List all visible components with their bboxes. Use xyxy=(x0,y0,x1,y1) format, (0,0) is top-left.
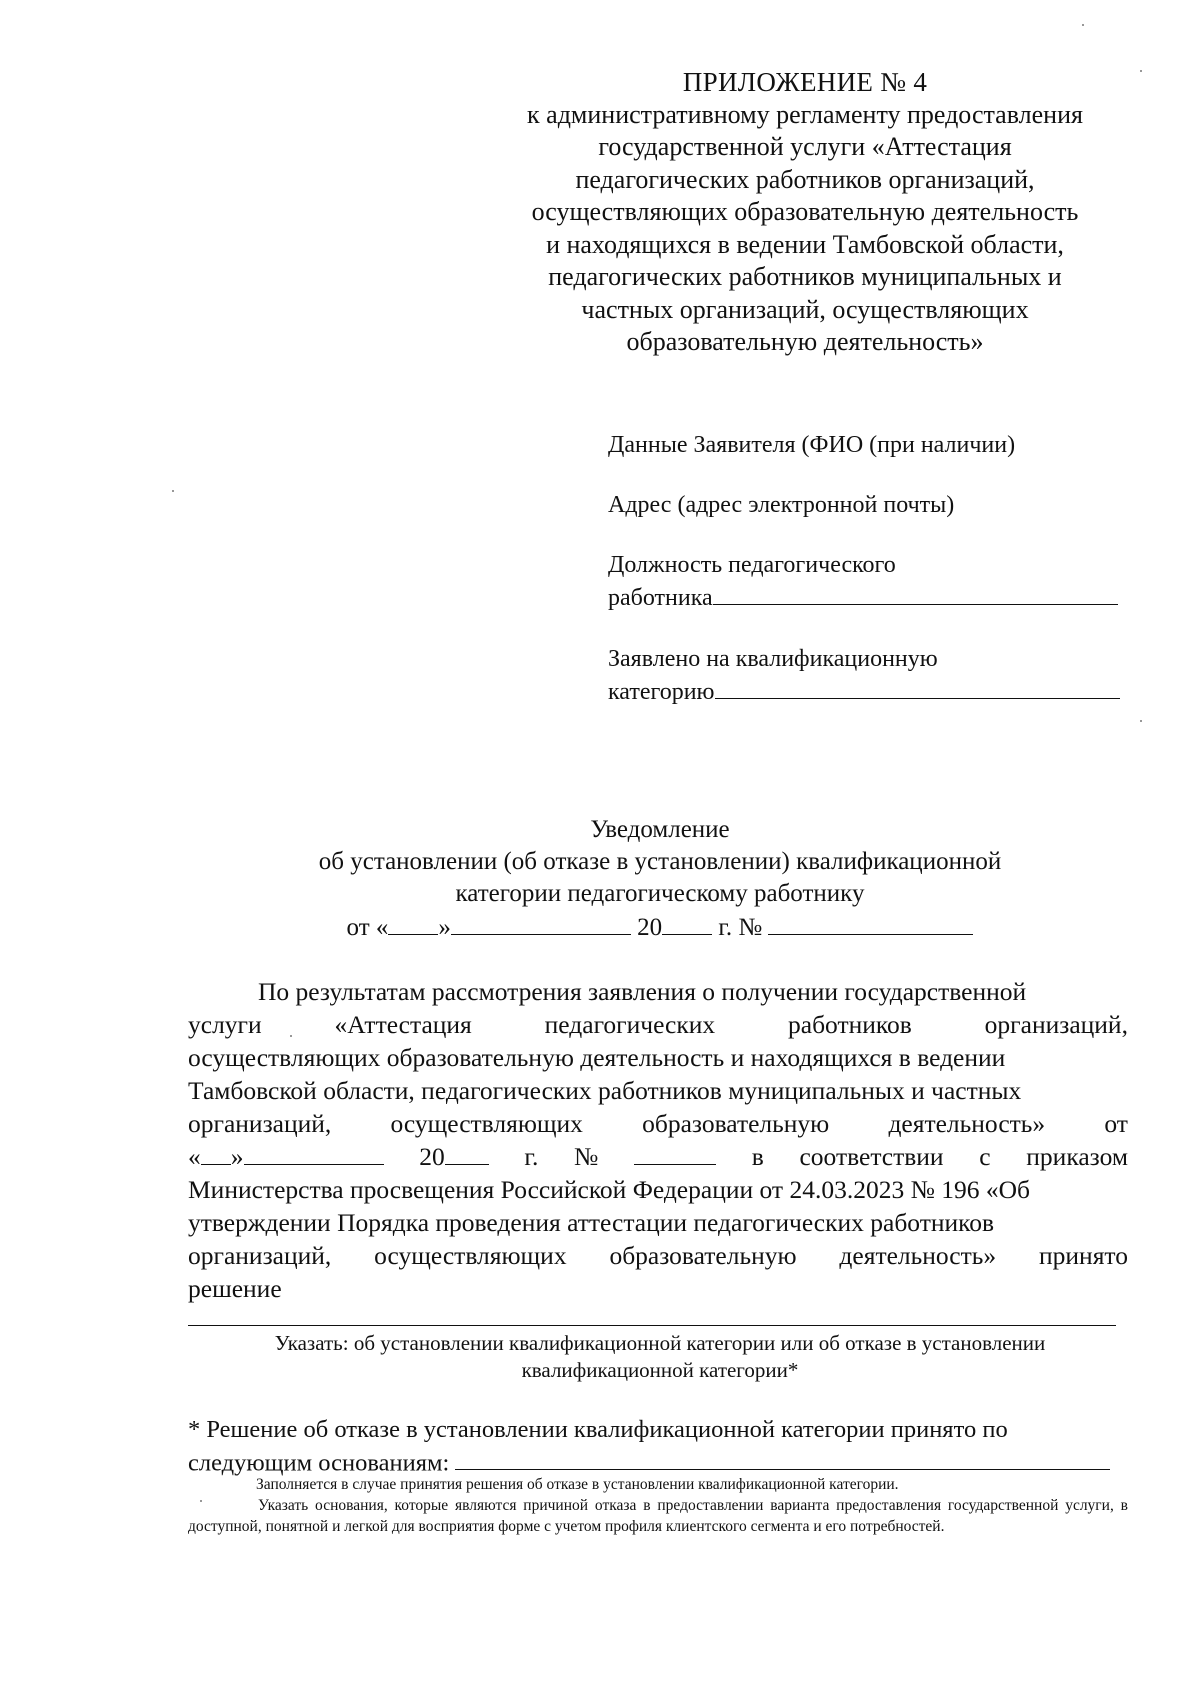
position-label-cont: работника xyxy=(608,584,713,611)
body-month-blank[interactable] xyxy=(244,1140,384,1165)
position-label: Должность педагогического xyxy=(608,552,896,578)
notice-date-line xyxy=(240,910,1080,944)
body-line-date xyxy=(188,1140,1128,1173)
body-word: организаций, xyxy=(188,1109,332,1138)
appendix-title: ПРИЛОЖЕНИЕ № 4 xyxy=(682,67,928,97)
body-word: соответствии xyxy=(799,1142,944,1171)
body-word: «Аттестация xyxy=(334,1010,472,1039)
body-word: педагогических xyxy=(544,1010,716,1039)
body-word: организаций, xyxy=(984,1010,1128,1039)
body-year-prefix: 20 xyxy=(419,1142,445,1172)
appendix-line: и находящихся в ведении Тамбовской области, xyxy=(546,229,1064,259)
hint-line: квалификационной категории* xyxy=(521,1358,799,1382)
number-blank[interactable] xyxy=(768,910,973,935)
appendix-line: к административному регламенту предоставления xyxy=(527,99,1083,129)
position-field[interactable] xyxy=(608,550,1128,614)
body-word: деятельность» xyxy=(888,1109,1046,1138)
body-word: образовательную xyxy=(609,1241,797,1271)
refusal-line: * Решение об отказе в установлении квалификационной категории принято по xyxy=(188,1416,1008,1443)
decision-blank-line[interactable] xyxy=(188,1325,1116,1326)
body-line xyxy=(188,1107,1128,1140)
body-number-sign: № xyxy=(574,1142,599,1171)
hint-line: Указать: об установлении квалификационной категории или об отказе в установлении xyxy=(274,1331,1046,1355)
appendix-line: педагогических работников организаций, xyxy=(575,164,1035,194)
applicant-address-label: Адрес (адрес электронной почты) xyxy=(608,492,955,518)
body-date-year xyxy=(419,1140,489,1173)
appendix-line: образовательную деятельность» xyxy=(626,327,984,356)
refusal-line: следующим основаниям: xyxy=(188,1449,450,1477)
body-day-blank[interactable] xyxy=(201,1140,231,1165)
scan-speck xyxy=(200,1500,202,1502)
footnote: Указать основания, которые являются причиной отказа в предоставлении варианта предоставления государственной услуги, в доступной, понятной и легкой для восприятия форме с учетом профиля клиентского сегмента и его потребностей. xyxy=(188,1497,1128,1535)
scan-speck xyxy=(172,490,174,492)
body-line xyxy=(188,975,1128,1008)
body-word: деятельность» xyxy=(839,1241,997,1271)
body-line-text: По результатам рассмотрения заявления о получении государственной xyxy=(258,977,1027,1006)
appendix-header xyxy=(500,66,1110,359)
body-line xyxy=(188,1041,1128,1074)
position-blank-line[interactable] xyxy=(713,581,1118,605)
body-word: работников xyxy=(788,1010,912,1039)
date-quote: » xyxy=(438,913,451,941)
body-line-text: утверждении Порядка проведения аттестации педагогических работников xyxy=(188,1208,995,1238)
body-number-blank[interactable] xyxy=(634,1140,716,1165)
body-paragraph xyxy=(188,975,1128,1305)
body-line-text: Тамбовской области, педагогических работников муниципальных и частных xyxy=(188,1076,1022,1105)
category-label-cont: категорию xyxy=(608,678,715,705)
body-word: осуществляющих xyxy=(390,1109,583,1138)
body-date-day xyxy=(188,1140,384,1173)
body-line xyxy=(188,1272,1128,1305)
day-blank[interactable] xyxy=(388,910,438,935)
body-line-text: осуществляющих образовательную деятельность и находящихся в ведении xyxy=(188,1043,1006,1072)
close-quote: » xyxy=(230,1142,244,1172)
body-line xyxy=(188,1206,1128,1239)
body-line-text: решение xyxy=(188,1274,282,1304)
year-blank[interactable] xyxy=(662,910,712,935)
refusal-grounds-blank[interactable] xyxy=(455,1446,1110,1470)
refusal-block xyxy=(188,1413,1128,1479)
body-word: принято xyxy=(1039,1241,1128,1271)
body-line-text: Министерства просвещения Российской Федерации от 24.03.2023 № 196 «Об xyxy=(188,1175,1031,1205)
body-year-blank[interactable] xyxy=(445,1140,489,1165)
number-sign: № xyxy=(738,913,763,941)
year-suffix: г. xyxy=(718,913,733,941)
body-word: организаций, xyxy=(188,1241,332,1271)
body-line xyxy=(188,1239,1128,1272)
decision-hint xyxy=(210,1330,1110,1384)
category-field[interactable] xyxy=(608,644,1128,708)
scan-speck xyxy=(1082,24,1084,26)
scan-speck xyxy=(1140,720,1142,722)
body-word: приказом xyxy=(1026,1142,1128,1171)
notice-subtitle: об установлении (об отказе в установлении) квалификационной xyxy=(318,848,1002,875)
body-line xyxy=(188,1008,1128,1041)
appendix-line: осуществляющих образовательную деятельность xyxy=(531,197,1079,226)
applicant-name-label: Данные Заявителя (ФИО (при наличии) xyxy=(608,432,1016,458)
month-blank[interactable] xyxy=(451,910,631,935)
body-line xyxy=(188,1074,1128,1107)
body-year-suffix: г. xyxy=(524,1142,539,1171)
appendix-line: государственной услуги «Аттестация xyxy=(598,132,1012,161)
scan-speck xyxy=(290,1035,292,1037)
notice-subtitle: категории педагогическому работнику xyxy=(455,880,865,907)
body-word: услуги xyxy=(188,1010,262,1039)
open-quote: « xyxy=(188,1142,201,1172)
notice-title: Уведомление xyxy=(590,816,730,843)
body-word: с xyxy=(979,1142,991,1171)
category-label: Заявлено на квалификационную xyxy=(608,645,938,672)
body-word: от xyxy=(1104,1109,1128,1138)
notice-heading xyxy=(240,814,1080,944)
body-word: осуществляющих xyxy=(374,1241,567,1271)
applicant-block xyxy=(608,430,1128,738)
footnote: Заполняется в случае принятия решения об отказе в установлении квалификационной категории. xyxy=(256,1476,899,1493)
body-word: в xyxy=(751,1142,764,1171)
year-prefix: 20 xyxy=(637,913,663,941)
scan-speck xyxy=(1140,70,1142,72)
body-line xyxy=(188,1173,1128,1206)
body-word: образовательную xyxy=(642,1109,830,1138)
appendix-line: педагогических работников муниципальных и xyxy=(548,262,1062,291)
category-blank-line[interactable] xyxy=(715,675,1120,699)
footnotes xyxy=(188,1474,1128,1537)
date-prefix: от « xyxy=(346,913,389,941)
appendix-line: частных организаций, осуществляющих xyxy=(581,294,1029,324)
